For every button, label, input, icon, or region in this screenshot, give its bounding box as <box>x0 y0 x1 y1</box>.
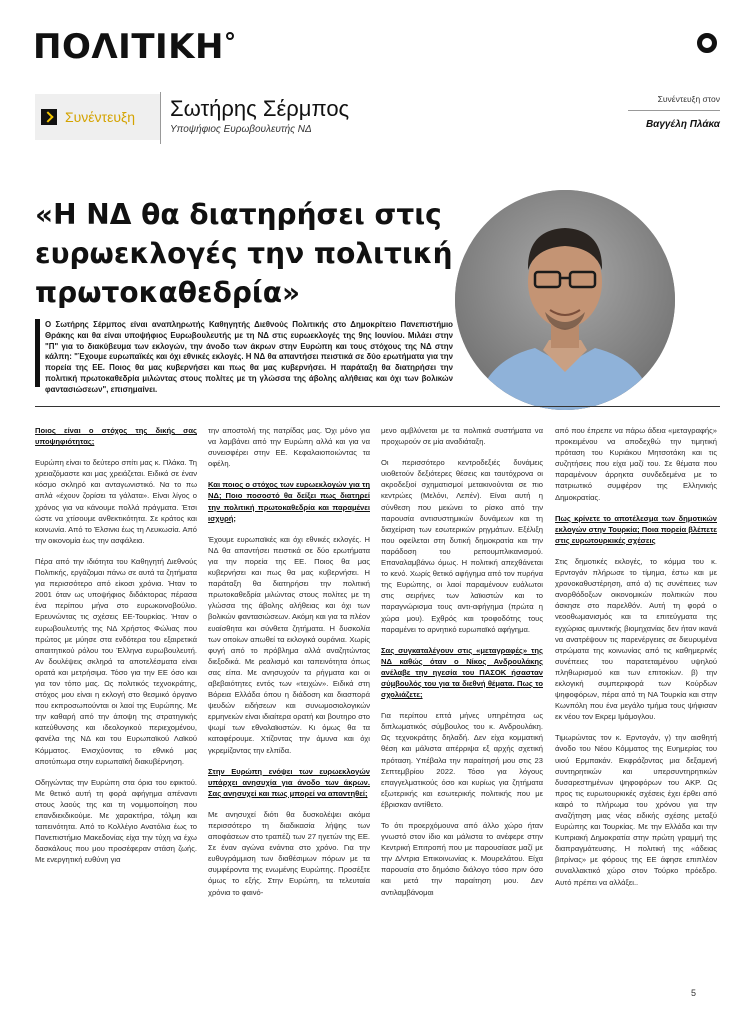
section-label: Συνέντευξη <box>65 109 136 125</box>
intro-paragraph: Ο Σωτήρης Σέρμπος είναι αναπληρωτής Καθηγητής Διεθνούς Πολιτικής στο Δημοκρίτειο Πανεπιστήμιο Θράκης και θα είναι υποψήφιος Ευρωβουλευτής με τη ΝΔ στις ευρωεκλογές της 9ης Ιουνίου. Μιλάει στην "Π" για το διακύβευμα των εκλογών, την άνοδο των άκρων στην Ευρώπη και τους στόχους της ΝΔ στην κάλπη: "Έχουμε ευρωπαϊκές και όχι εθνικές εκλογές. Η ΝΔ θα απαντήσει πειστικά σε δύο ερωτήματα για την πορεία της ΕΕ. Ποιος θα μας κυβερνήσει και πως θα μας κυβερνήσει. Η παράταξη θα διατηρήσει την πολιτική πρωτοκαθεδρία μιλώντας στους πολίτες με τη γλώσσα της άβολης αλήθειας και όχι των βολικών φαντασιώσεων", επισημαίνει. <box>45 320 453 394</box>
headline: «Η ΝΔ θα διατηρήσει στις ευρωεκλογές την πολιτική πρωτοκαθεδρία» <box>35 198 453 309</box>
interview-question: Ποιος είναι ο στόχος της δικής σας υποψηφιότητας; <box>35 426 197 447</box>
interview-question: Σας συγκαταλέγουν στις «μεταγραφές» της ΝΔ καθώς όταν ο Νίκος Ανδρουλάκης ανέλαβε την ηγεσία του ΠΑΣΟΚ ήσασταν σύμβουλός του για τα διεθνή θέματα. Πως το σχολιάζετε; <box>381 645 543 700</box>
section-divider <box>35 406 720 407</box>
answer-paragraph: Ευρώπη είναι το δεύτερο σπίτι μας κ. Πλάκα. Τη χρειαζόμαστε και μας χρειάζεται. Ειδικά σε έναν κόσμο σκληρό και ανταγωνιστικό. Να το πω απλά «έχουν ζορίσει τα γάλατα». Είναι λίγος ο χρόνος για να κάνουμε πολλά πράγματα. Έτσι ώστε να χτίσουμε ανθεκτικότητα. Σε κράτος και κοινωνία. Από το Έλσινκι έως τη Λευκωσία. Από την οικονομία έως την ασφάλεια. <box>35 458 197 545</box>
logo-ring-icon <box>697 33 717 53</box>
answer-paragraph: Τιμωρώντας τον κ. Ερντογάν, γ) την αισθητή άνοδο του Νέου Κόμματος της Ευημερίας του υιού Ερμπακάν. Εκφράζοντας μια δεξαμενή συντηρητικών και υπερσυντηρητικών δυσαρεστημένων ψηφοφόρων του ΑΚΡ. Ως προς τις ευρωτουρκικές σχέσεις έχει έρθει από καιρό το πλήρωμα του χρόνου για την αναζήτηση μιας νέας ειδικής σχέσης μεταξύ Ευρώπης και Τουρκίας. Με την Ελλάδα και την Κυπριακή Δημοκρατία στην πρώτη γραμμή της διαπραγμάτευσης. Η πολιτική της «άδειας βιτρίνας» με φόρους της ΕΕ άφησε επιπλέον συναλλακτικό χώρο στον Τούρκο πρόεδρο. Αυτό πρέπει να αλλάξει.. <box>555 733 717 887</box>
interview-credit <box>628 94 720 131</box>
page-number: 5 <box>691 988 697 998</box>
interview-question: Πως κρίνετε το αποτέλεσμα των δημοτικών εκλογών στην Τουρκία; Ποια πορεία βλέπετε στις ευρωτουρκικές σχέσεις <box>555 513 717 545</box>
credit-label: Συνέντευξη στον <box>628 94 720 111</box>
intro-accent-bar <box>35 319 40 387</box>
answer-paragraph: μενο αμβλύνεται με τα πολιτικά συστήματα να προχωρούν σε μία αναδιάταξη. <box>381 426 543 447</box>
answer-paragraph: Έχουμε ευρωπαϊκές και όχι εθνικές εκλογές. Η ΝΔ θα απαντήσει πειστικά σε δύο ερωτήματα για την πορεία της ΕΕ. Ποιος θα μας κυβερνήσει και πως θα μας κυβερνήσει. Η παράταξη θα διατηρήσει την πολιτική πρωτοκαθεδρία μιλώντας στους πολίτες με τη γλώσσα της άβολης αλήθειας και όχι των βολικών φαντασιώσεων. Ακόμη και για τα πλέον ευαίσθητα και σύνθετα ζητήματα. Η δυσκολία των οποίων απωθεί τα εκλογικά ουράνια. Χωρίς φυγή από το πρόβλημα αλλά αναζητώντας διεξοδικά. Με ρεαλισμό και ταπεινότητα όπως σας είπα. Με ανησυχούν τα ρήγματα και οι αβεβαιότητες εντός των «τειχών». Ειδικά στη Βόρεια Ελλάδα όπου η διάδοση και διασπορά ψευδών ειδήσεων και συνωμοσιολογικών ερμηνειών είναι ιδιαίτερα ορατή και βουτηρο στο ψωμί των εθνολαϊκιστών. Κι όμως θα τα καταφέρουμε. Χτίζοντας την άμυνα και όχι γκρεμίζοντας την ελπίδα. <box>208 534 370 755</box>
answer-paragraph: Οι περισσότερο κεντροδεξιές δυνάμεις υιοθετούν δεξιότερες θέσεις και ταυτόχρονα οι ακροδεξιοί σχηματισμοί μετακινούνται σε πιο κεντρώες (Μελόνι, Λεπέν). Είναι αυτή η σύνθεση που μειώνει το ρίσκο από την παρουσία αντισυστημικών δυνάμεων και τη διαχείριση των εσωτερικών ρηγμάτων. Εξέλιξη που οφείλεται στη δυτική δημοκρατία και την παράδοση του ρεπουμπλικανισμού. Επαναλαμβάνω όμως. Η πολιτική απεχθάνεται το κενό. Χωρίς θετικό αφήγημα από τον πυρήνα της Ευρώπης, οι λαοί παραμένουν ευάλωτοι στις σειρήνες των λαϊκιστών και το παραγνώρισμα τους αντι-αφήγημα (πρώτα η χώρα μου). Εχθρός και τροφοδότης τους παραμένει το αρνητικό ευρωπαϊκό αφήγημα. <box>381 458 543 634</box>
section-bar <box>35 94 160 140</box>
interview-question: Στην Ευρώπη ενόψει των ευρωεκλογών υπάρχει ανησυχία για άνοδο των άκρων. Σας ανησυχεί και πως μπορεί να απαντηθεί; <box>208 766 370 798</box>
article-column-3 <box>381 425 543 908</box>
answer-paragraph: Για περίπου επτά μήνες υπηρέτησα ως διπλωματικός σύμβουλος του κ. Ανδρουλάκη. Ως τεχνοκράτης δηλαδή. Δεν είχα κομματική θέση και μάλιστα απέρριψα εξ αρχής σχετική πρόταση. Υπέβαλα την παραίτησή μου στις 23 Σεπτεμβρίου 2022. Τόσο για λόγους επαγγελματικούς όσο και κυρίως για ζητήματα εξωτερικής και εσωτερικής πολιτικής που με έβρισκαν αντίθετο. <box>381 711 543 809</box>
answer-paragraph: Στις δημοτικές εκλογές, το κόμμα του κ. Ερντογάν πλήρωσε το τίμημα, έστω και με χρονοκαθυστέρηση, από α) τις συνέπειες των ανορθόδοξων οικονομικών πολιτικών που άσκησε στο παρελθόν. Αυτή τη φορά ο νεοοθωμανισμός και τα επιτεύγματα της εγχώριας αμυντικής βιομηχανίας δεν ήταν ικανά να ανατρέψουν τις παρενέργειες σε διευρυμένα στρώματα της κοινωνίας από τις καθημερινές συνέπειες του παρατεταμένου υψηλού πληθωρισμού και των επιτοκίων. β) την εκλογική συμπεριφορά των Κούρδων ψηφοφόρων, πέρα από τη ΝΑ Τουρκία και στην Κωνπόλη που ένα μεγάλο τμήμα τους ψήφισαν εκ νέου τον Εκρεμ Ιμάμογλου. <box>555 556 717 722</box>
masthead-title: ΠΟΛΙΤΙΚΗ <box>33 27 224 67</box>
portrait-illustration <box>455 190 675 410</box>
interview-question: Και ποιος ο στόχος των ευρωεκλογών για τη ΝΔ; Πoιο ποσοστό θα δείξει πως διατηρεί την πολιτική πρωτοκαθεδρία και παραμένει ισχυρή; <box>208 480 370 523</box>
answer-paragraph: Το ότι προερχόμουνα από άλλο χώρο ήταν γνωστό στον ίδιο και μάλιστα το ανέφερε στην Κεντρική Επιτροπή που με παρουσίασε μαζί με την Δ/ντρια Επικοινωνίας κ. Μουρελάτου. Είχα παρουσία στο δημόσιο διάλογο τόσο πριν όσο και μετά την παραίτηση μου. Δεν αντιλαμβάνομαι <box>381 821 543 897</box>
interviewee-name: Σωτήρης Σέρμπος <box>170 96 350 121</box>
article-column-1 <box>35 425 197 875</box>
interviewee-portrait <box>455 190 675 410</box>
answer-paragraph: Οδηγώντας την Ευρώπη στα όρια του εφικτού. Με θετικό αυτή τη φορά αφήγημα απέναντι στους λαούς της και τη νομιμοποίηση που επανδιεκδικούμε. Με χαρακτήρα, τόλμη και ταπεινότητα. Από το Κολλέγιο Ανατόλια έως το Πανεπιστήμιο Μακεδονίας είχα την τύχη να έχω δασκάλους που μου προσέφεραν στάση ζωής. Με ενεργητική ευθύνη για <box>35 777 197 865</box>
masthead-degree-mark <box>226 32 234 40</box>
masthead <box>33 27 234 67</box>
article-column-2 <box>208 425 370 908</box>
header-divider <box>160 92 161 144</box>
answer-paragraph: Με ανησυχεί διότι θα δυσκολέψει ακόμα περισσότερο τη διαδικασία λήψης των αποφάσεων στο τραπέζι των 27 ηγετών της ΕΕ. Σε έναν αγώνα ενάντια στο χρόνο. Για την ευθυγράμμιση των διαθέσιμων πόρων με τα συμφέροντα της ενωμένης Ευρώπης. Προσέξτε όμως το εξής. Στην Ευρώπη, τα τελευταία χρόνια το φαινό- <box>208 809 370 897</box>
answer-paragraph: Πέρα από την ιδιότητα του Καθηγητή Διεθνούς Πολιτικής, εργάζομαι πάνω σε αυτά τα ζητήματα για περισσότερο από είκοσι χρόνια. Ήταν το 2001 όταν ως υποψήφιος διδάκτορας πέρασα ένα περίπου μήνα στο ευρωκοινοβούλιο. Ερευνώντας τις σχέσεις ΕΕ-Τουρκίας. Ήταν ο ευρωβουλευτής της ΝΔ Χρήστος Φώλιας που πρώτος με μύησε στα ενδότερα του εξαιρετικά απαιτητικού ρόλου του Έλληνα ευρωβουλευτή. Αν δουλέψεις σκληρά τα αποτελέσματα είναι ορατά και μετρήσιμα. Τόσο για την ΕΕ όσο και για τον τόπο μας. Ως πολιτικός τεχνοκράτης, στόχος μου είναι η εκλογή στο θεσμικό όργανο που εκπροσωπούνται οι λαοί της Ευρώπης. Με την καθαρή από την άποψη της στρατηγικής κατεύθυνσης και ιδεολογικού περιεχομένου, φανέλα της ΝΔ και του Ευρωπαϊκού Λαϊκού Κόμματος. Ενισχύοντας το εθνικό μας αποτύπωμα στην ευρωπαϊκή διακυβέρνηση. <box>35 556 197 766</box>
interviewee-role: Υποψήφιος Ευρωβουλευτής ΝΔ <box>170 124 312 135</box>
answer-paragraph: την αποστολή της πατρίδας μας. Όχι μόνο για να λαμβάνει από την Ευρώπη αλλά και για να συνεισφέρει στην ΕΕ. Κεφαλαιοποιώντας τα οφέλη. <box>208 426 370 469</box>
answer-paragraph: από που έπρεπε να πάρω άδεια «μεταγραφής» προκειμένου να αποδεχθώ την τιμητική πρόταση του Κυριάκου Μητσοτάκη και τις συζητήσεις που είχα μαζί του. Σε θέματα που παραμένουν άρρηκτα συνδεδεμένα με το πατριωτικό συμφέρον της Ελληνικής Δημοκρατίας. <box>555 426 717 502</box>
article-column-4 <box>555 425 717 898</box>
credit-author: Βαγγέλη Πλάκα <box>645 119 720 130</box>
chevron-right-icon <box>41 109 57 125</box>
